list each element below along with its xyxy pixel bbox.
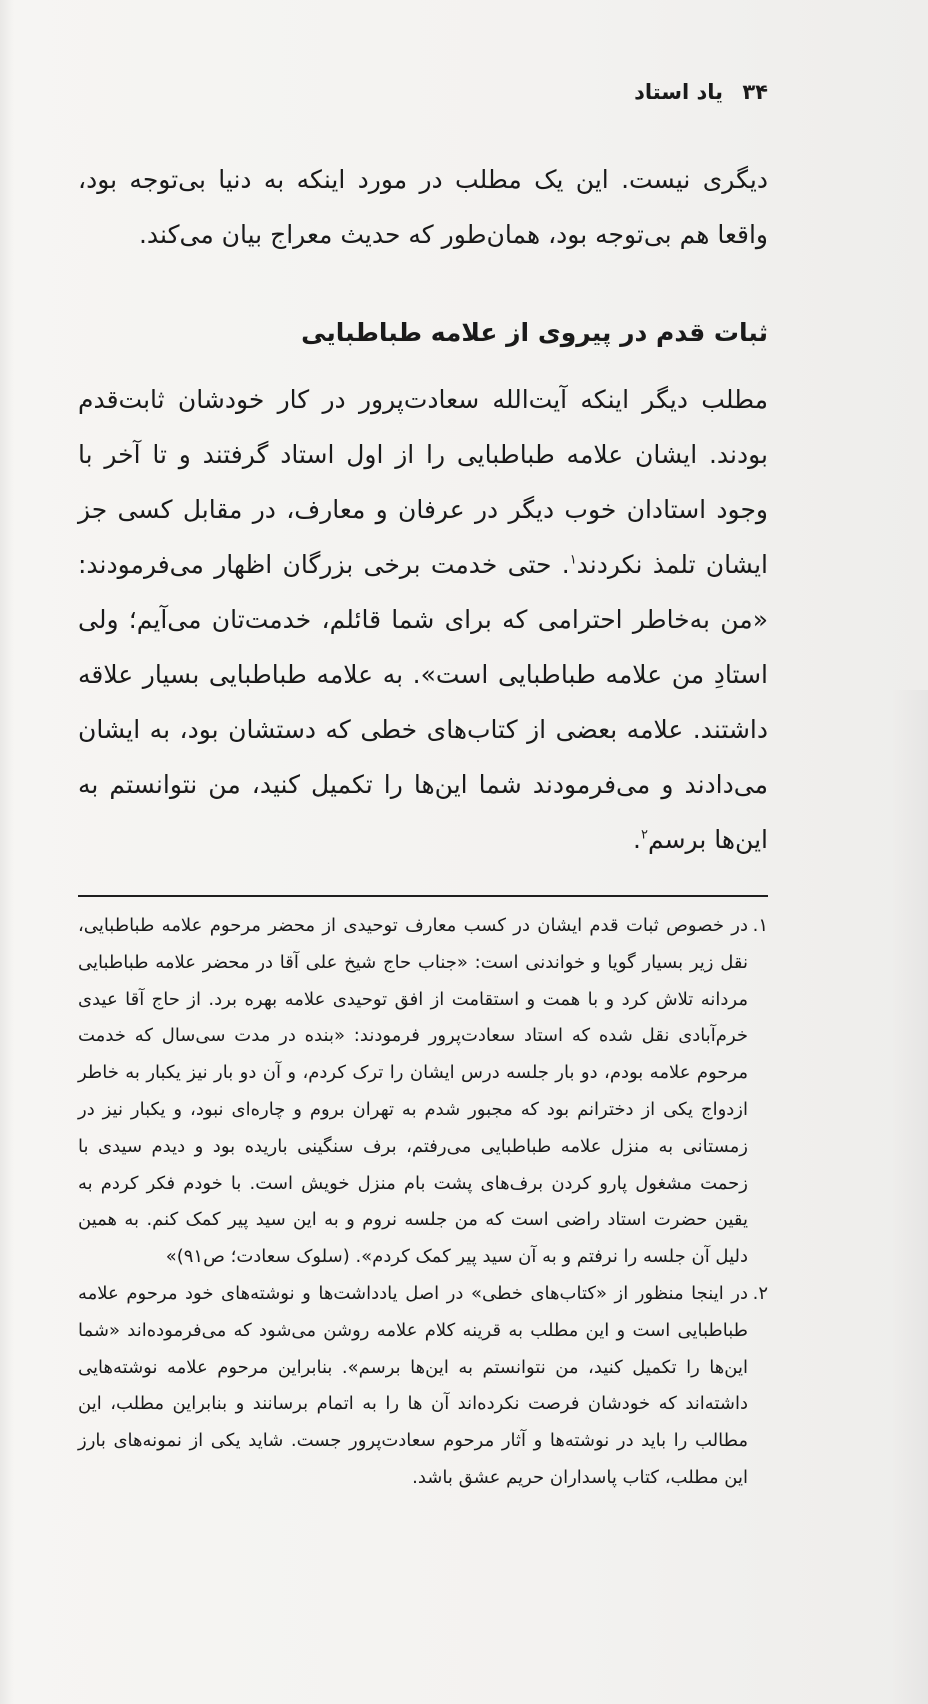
- intro-text: دیگری نیست. این یک مطلب در مورد اینکه به دنیا بی‌توجه بود، واقعا هم بی‌توجه بود، همان‌طور که حدیث معراج بیان می‌کند.: [78, 165, 768, 249]
- footnote-2: [78, 1276, 768, 1497]
- page-gutter-shadow: [0, 0, 14, 1704]
- main-text-part-3: .: [633, 825, 641, 854]
- section-heading: ثبات قدم در پیروی از علامه طباطبایی: [301, 318, 768, 347]
- footnote-divider: [78, 895, 768, 897]
- main-text: [78, 372, 768, 867]
- footnote-text: در اینجا منظور از «کتاب‌های خطی» در اصل یادداشت‌ها و نوشته‌های خود مرحوم علامه طباطبایی است و این مطلب به قرینه کلام علامه روشن می‌شود که می‌فرموده‌اند «شما این‌ها را تکمیل کنید، من نتوانستم به این‌ها برسم». بنابراین مرحوم علامه نوشته‌هایی داشته‌اند که خودشان فرصت نکرده‌اند آن ها را به اتمام برسانند و بنابراین مطلب، این مطالب را باید در نوشته‌ها و آثار مرحوم سعادت‌پرور جست. شاید یکی از نمونه‌های بارز این مطلب، کتاب پاسداران حریم عشق باشد.: [78, 1282, 748, 1488]
- main-paragraph: [78, 372, 768, 867]
- intro-paragraph: [78, 152, 768, 262]
- footnote-reference-2: ۲: [640, 827, 648, 843]
- running-header: [634, 80, 768, 104]
- footnotes: [78, 908, 768, 1497]
- page-edge-shadow: [892, 690, 928, 1704]
- footnote-number: ۲.: [752, 1282, 768, 1304]
- main-text-part-1: مطلب دیگر اینکه آیت‌الله سعادت‌پرور در کار خودشان ثابت‌قدم بودند. ایشان علامه طباطبایی را از اول استاد گرفتند و تا آخر با وجود استادان خوب دیگر در عرفان و معارف، در مقابل کسی جز ایشان تلمذ نکردند: [78, 385, 768, 579]
- footnote-reference-1: ۱: [569, 552, 577, 568]
- main-text-part-2: . حتی خدمت برخی بزرگان اظهار می‌فرمودند: «من به‌خاطر احترامی که برای شما قائلم، خدمت‌تان می‌آیم؛ ولی استادِ من علامه طباطبایی است». به علامه طباطبایی بسیار علاقه داشتند. علامه بعضی از کتاب‌های خطی که دستشان بود، به ایشان می‌دادند و می‌فرمودند شما این‌ها را تکمیل کنید، من نتوانستم به این‌ها برسم: [78, 550, 768, 854]
- footnote-text: در خصوص ثبات قدم ایشان در کسب معارف توحیدی از محضر مرحوم علامه طباطبایی، نقل زیر بسیار گویا و خواندنی است: «جناب حاج شیخ علی آقا در محضر علامه طباطبایی مردانه تلاش کرد و با همت و استقامت از افق توحیدی علامه بهره برد. از حاج آقا عیدی خرم‌آبادی نقل شده که استاد سعادت‌پرور فرمودند: «بنده در مدت سی‌سال که خدمت مرحوم علامه بودم، دو بار جلسه درس ایشان را ترک کردم، و آن دو بار نیز یکبار به خاطر ازدواج یکی از دخترانم بود که مجبور شدم به تهران بروم و چاره‌ای نبود، و یکبار نیز در زمستانی به منزل علامه طباطبایی می‌رفتم، برف سنگینی باریده بود و دیدم سیدی با زحمت مشغول پارو کردن برف‌های پشت بام منزل خویش است. با خودم فکر کردم به یقین حضرت استاد راضی است که من جلسه نروم و به این سید پیر کمک کنم. به همین دلیل آن جلسه را نرفتم و به آن سید پیر کمک کردم». (سلوک سعادت؛ ص۹۱)»: [78, 915, 748, 1268]
- page-number: ۳۴: [742, 80, 768, 104]
- footnote-number: ۱.: [752, 915, 768, 936]
- footnote-1: [78, 908, 768, 1276]
- running-title: یاد استاد: [634, 80, 724, 104]
